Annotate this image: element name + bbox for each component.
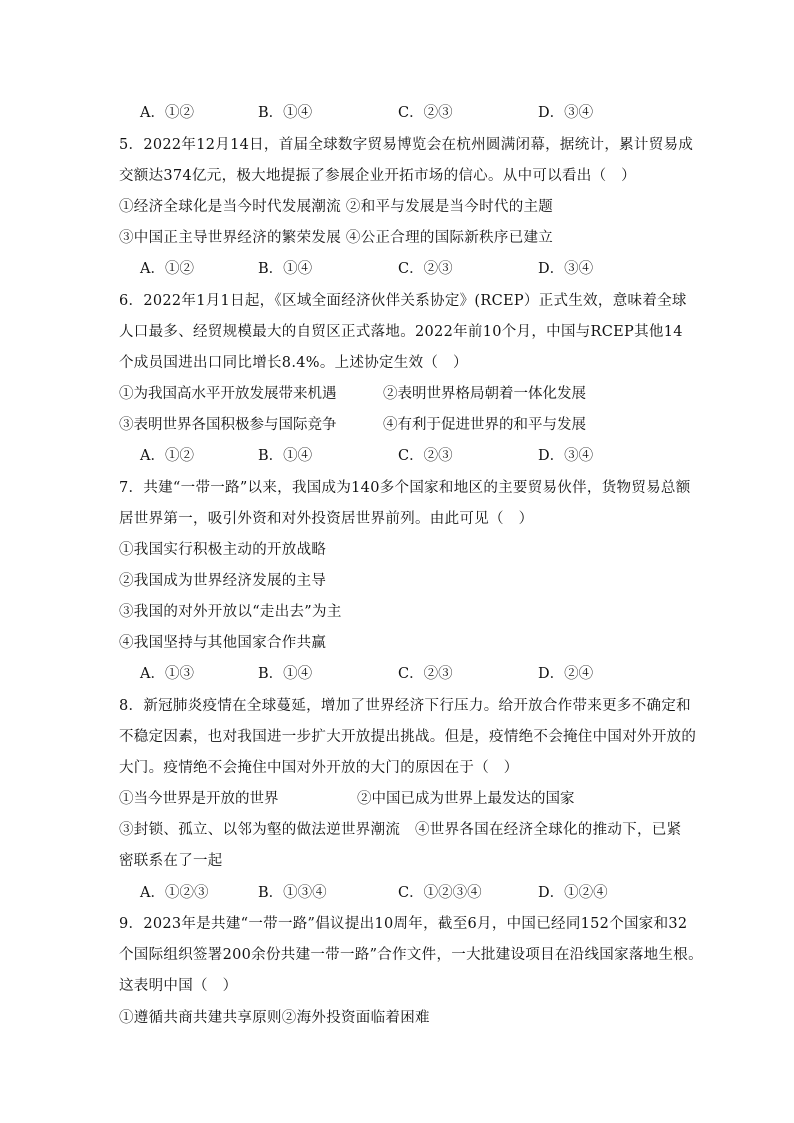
- q8-option-a: A．①②③: [140, 885, 209, 901]
- q5-stem-line-2: 交额达374亿元，极大地提振了参展企业开拓市场的信心。从中可以看出（ ）: [119, 168, 636, 184]
- q6-option-a: A．①②: [140, 448, 194, 464]
- q6-option-d: D．③④: [538, 448, 594, 464]
- q7-stem-line-1: 7．共建“一带一路”以来，我国成为140多个国家和地区的主要贸易伙伴，货物贸易总额: [119, 480, 691, 496]
- q8-stem-line-1: 8．新冠肺炎疫情在全球蔓延，增加了世界经济下行压力。给开放合作带来更多不确定和: [119, 698, 691, 714]
- q9-stem-line-2: 个国际组织签署200余份共建一带一路”合作文件，一大批建设项目在沿线国家落地生根。: [119, 947, 703, 963]
- q6-option-b: B．①④: [258, 448, 313, 464]
- q5-option-a: A．①②: [140, 261, 194, 277]
- q5-option-c: C．②③: [398, 261, 453, 277]
- q6-item-1: ①为我国高水平开放发展带来机遇: [119, 386, 337, 402]
- q8-item-2: ②中国已成为世界上最发达的国家: [357, 791, 575, 807]
- q8-option-d: D．①②④: [538, 885, 608, 901]
- q7-item-1: ①我国实行积极主动的开放战略: [119, 542, 327, 558]
- q6-item-4: ④有利于促进世界的和平与发展: [383, 417, 586, 433]
- q8-option-b: B．①③④: [258, 885, 327, 901]
- q7-options: [140, 664, 610, 684]
- q5-option-d: D．③④: [538, 261, 594, 277]
- q7-option-d: D．②④: [538, 666, 594, 682]
- q6-option-c: C．②③: [398, 448, 453, 464]
- q7-option-c: C．②③: [398, 666, 453, 682]
- q7-stem-line-2: 居世界第一，吸引外资和对外投资居世界前列。由此可见（ ）: [119, 511, 534, 527]
- q9-stem-line-3: 这表明中国（ ）: [119, 978, 238, 994]
- q8-options: [140, 883, 610, 903]
- q6-stem-line-1: 6．2022年1月1日起，《区域全面经济伙伴关系协定》(RCEP）正式生效，意味着全球: [119, 293, 687, 309]
- q6-stem-line-3: 个成员国进出口同比增长8.4%。上述协定生效（ ）: [119, 355, 468, 371]
- q6-item-3: ③表明世界各国积极参与国际竞争: [119, 417, 337, 433]
- q5-options: [140, 259, 610, 279]
- q4-option-d: D．③④: [538, 105, 594, 121]
- q6-items-row-2: [119, 415, 679, 435]
- q7-item-4: ④我国坚持与其他国家合作共赢: [119, 635, 327, 651]
- q5-option-b: B．①④: [258, 261, 313, 277]
- q8-item-row-3: 密联系在了一起: [119, 853, 223, 869]
- q6-stem-line-2: 人口最多、经贸规模最大的自贸区正式落地。2022年前10个月，中国与RCEP其他14: [119, 324, 683, 340]
- q6-item-2: ②表明世界格局朝着一体化发展: [383, 386, 586, 402]
- q7-item-2: ②我国成为世界经济发展的主导: [119, 573, 327, 589]
- q6-items-row-1: [119, 384, 679, 404]
- q7-option-a: A．①③: [140, 666, 194, 682]
- q8-item-row-2: ③封锁、孤立、以邻为壑的做法逆世界潮流 ④世界各国在经济全球化的推动下，已紧: [119, 822, 682, 838]
- q9-item-line-1: ①遵循共商共建共享原则②海外投资面临着困难: [119, 1010, 430, 1026]
- q5-item-line-2: ③中国正主导世界经济的繁荣发展 ④公正合理的国际新秩序已建立: [119, 230, 554, 246]
- q8-items-row-1: [119, 789, 679, 809]
- q4-options: [140, 103, 610, 123]
- q5-item-line-1: ①经济全球化是当今时代发展潮流 ②和平与发展是当今时代的主题: [119, 199, 554, 215]
- q9-stem-line-1: 9．2023年是共建“一带一路”倡议提出10周年，截至6月，中国已经同152个国家和32: [119, 916, 688, 932]
- q8-item-1: ①当今世界是开放的世界: [119, 791, 279, 807]
- q5-stem-line-1: 5．2022年12月14日，首届全球数字贸易博览会在杭州圆满闭幕，据统计，累计贸易成: [119, 137, 694, 153]
- q8-stem-line-3: 大门。疫情绝不会掩住中国对外开放的大门的原因在于（ ）: [119, 760, 519, 776]
- q8-option-c: C．①②③④: [398, 885, 482, 901]
- q7-option-b: B．①④: [258, 666, 313, 682]
- q6-options: [140, 446, 610, 466]
- q4-option-c: C．②③: [398, 105, 453, 121]
- q8-stem-line-2: 不稳定因素，也对我国进一步扩大开放提出挑战。但是，疫情绝不会掩住中国对外开放的: [119, 729, 697, 745]
- q7-item-3: ③我国的对外开放以“走出去”为主: [119, 604, 342, 620]
- q4-option-a: A．①②: [140, 105, 194, 121]
- q4-option-b: B．①④: [258, 105, 313, 121]
